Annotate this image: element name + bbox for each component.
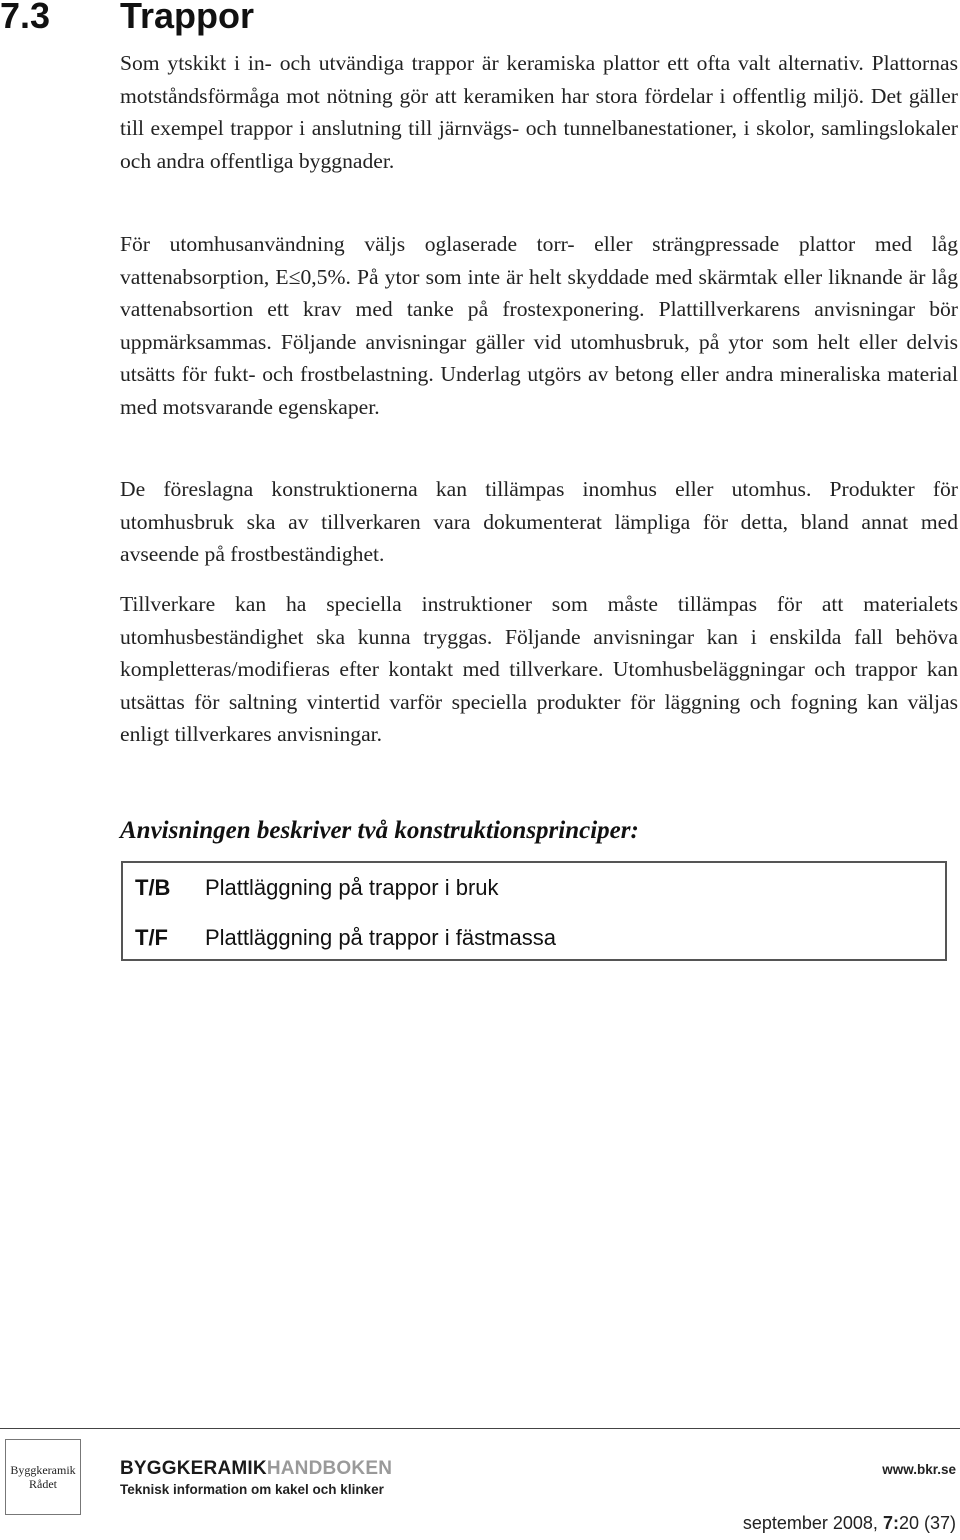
principle-code: T/F xyxy=(135,925,168,950)
principle-item xyxy=(135,873,499,903)
page-number: 20 (37) xyxy=(898,1513,956,1533)
principle-label: Plattläggning på trappor i bruk xyxy=(205,875,499,900)
brand-part-1: BYGGKERAMIK xyxy=(120,1458,267,1479)
paragraph-manufacturer: Tillverkare kan ha speciella instruktioner som måste tillämpas för att materialets utomhusbeständighet ska kunna tryggas. Följande anvisningar kan i enskilda fall behöva kompletteras/modifieras efter kontakt med tillverkare. Utomhusbeläggningar och trappor kan utsättas för saltning vintertid varför speciella produkter för läggning och fogning kan väljas enligt tillverkares anvisningar. xyxy=(120,592,958,746)
footer-divider xyxy=(0,1428,960,1429)
principles-heading: Anvisningen beskriver två konstruktionsprinciper: xyxy=(120,817,639,844)
chapter-number: 7: xyxy=(882,1513,899,1533)
principle-label: Plattläggning på trappor i fästmassa xyxy=(205,925,556,950)
section-title: Trappor xyxy=(120,0,255,36)
paragraph-constructions: De föreslagna konstruktionerna kan tillämpas inomhus eller utomhus. Produkter för utomhusbruk ska av tillverkaren vara dokumenterat lämpliga för detta, bland annat med avseende på frostbeständighet. xyxy=(120,477,958,566)
principle-item xyxy=(135,923,556,953)
website-link[interactable]: www.bkr.se xyxy=(882,1462,956,1477)
section-heading xyxy=(0,0,254,38)
publication-date: september 2008, xyxy=(742,1513,878,1533)
logo-line-1: Byggkeramik xyxy=(10,1463,76,1477)
paragraph-outdoor-use: För utomhusanvändning väljs oglaserade torr- eller strängpressade plattor med låg vattenabsorption, E≤0,5%. På ytor som inte är helt skyddade med skärmtak eller liknande är låg vattenabsortion ett krav med tanke på frostexponering. Plattillverkarens anvisningar bör uppmärksammas. Följande anvisningar gäller vid utomhusbruk, på ytor som helt eller delvis utsätts för fukt- och frostbelastning. Underlag utgörs av betong eller andra mineraliska material med motsvarande egenskaper. xyxy=(120,232,958,419)
principle-code: T/B xyxy=(135,875,171,900)
paragraph-intro: Som ytskikt i in- och utvändiga trappor är keramiska plattor ett ofta valt alternativ. Plattornas motståndsförmåga mot nötning gör att keramiken har stora fördelar i offentlig miljö. Det gäller till exempel trappor i anslutning till järnvägs- och tunnelbanestationer, i skolor, samlingslokaler och andra offentliga byggnader. xyxy=(120,51,958,173)
principles-box xyxy=(121,861,947,961)
brand-tagline: Teknisk information om kakel och klinker xyxy=(120,1482,384,1497)
logo-line-2: Rådet xyxy=(29,1477,57,1491)
brand-part-2: HANDBOKEN xyxy=(266,1458,393,1479)
byggkeramikradet-logo xyxy=(5,1439,81,1515)
page-info xyxy=(743,1513,956,1534)
handbook-brand xyxy=(120,1458,392,1480)
section-number: 7.3 xyxy=(0,0,51,36)
